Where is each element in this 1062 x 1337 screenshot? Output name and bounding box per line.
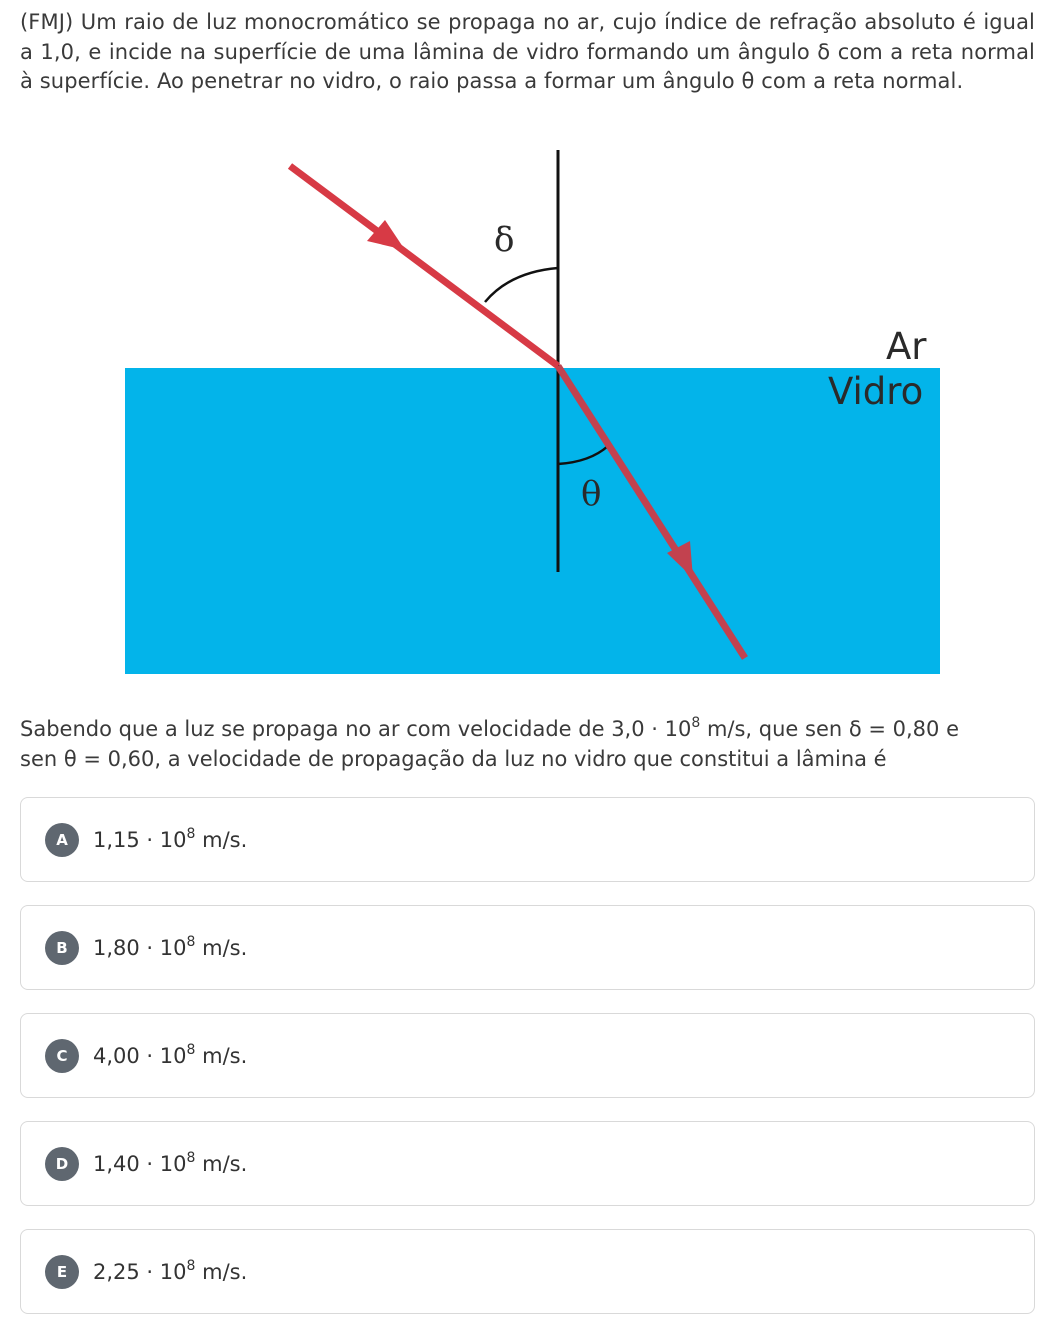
option-unit: m/s. [195,1151,248,1176]
option-unit: m/s. [195,827,248,852]
question-prompt [20,714,1035,774]
option-letter-badge: B [45,931,79,965]
prompt-line-1 [20,714,1035,744]
glass-slab [125,368,940,674]
delta-angle-arc [485,268,558,302]
option-a[interactable] [20,797,1035,882]
option-mantissa: 4,00 · 10 [93,1043,187,1068]
prompt-line-2: sen θ = 0,60, a velocidade de propagação da luz no vidro que constitui a lâmina é [20,747,887,771]
option-unit: m/s. [195,1259,248,1284]
incident-ray [290,166,558,366]
option-mantissa: 1,40 · 10 [93,1151,187,1176]
option-unit: m/s. [195,1043,248,1068]
option-value [93,825,248,852]
option-exponent: 8 [186,825,196,842]
option-exponent: 8 [186,1041,196,1058]
option-value [93,1149,248,1176]
option-e[interactable] [20,1229,1035,1314]
option-mantissa: 1,80 · 10 [93,935,187,960]
answer-options [20,797,1035,1337]
option-b[interactable] [20,905,1035,990]
delta-angle-label: δ [494,220,515,260]
option-letter-badge: D [45,1147,79,1181]
theta-angle-label: θ [581,474,602,514]
option-letter-badge: C [45,1039,79,1073]
option-exponent: 8 [186,1149,196,1166]
question-statement: (FMJ) Um raio de luz monocromático se propaga no ar, cujo índice de refração absoluto é igual a 1,0, e incide na superfície de uma lâmina de vidro formando um ângulo δ com a reta normal à superfície. Ao penetrar no vidro, o raio passa a formar um ângulo θ com a reta normal. [20,10,1035,93]
option-value [93,933,248,960]
air-label: Ar [886,325,927,368]
glass-label: Vidro [828,370,924,413]
option-unit: m/s. [195,935,248,960]
option-letter-badge: E [45,1255,79,1289]
option-value [93,1041,248,1068]
option-mantissa: 2,25 · 10 [93,1259,187,1284]
option-letter-badge: A [45,823,79,857]
option-exponent: 8 [186,1257,196,1274]
prompt-line-1-start: Sabendo que a luz se propaga no ar com velocidade de 3,0 · 10 [20,717,692,741]
prompt-line-1-end: m/s, que sen δ = 0,80 e [700,717,959,741]
option-c[interactable] [20,1013,1035,1098]
option-mantissa: 1,15 · 10 [93,827,187,852]
option-d[interactable] [20,1121,1035,1206]
option-exponent: 8 [186,933,196,950]
prompt-line-1-exponent: 8 [691,715,701,731]
option-value [93,1257,248,1284]
